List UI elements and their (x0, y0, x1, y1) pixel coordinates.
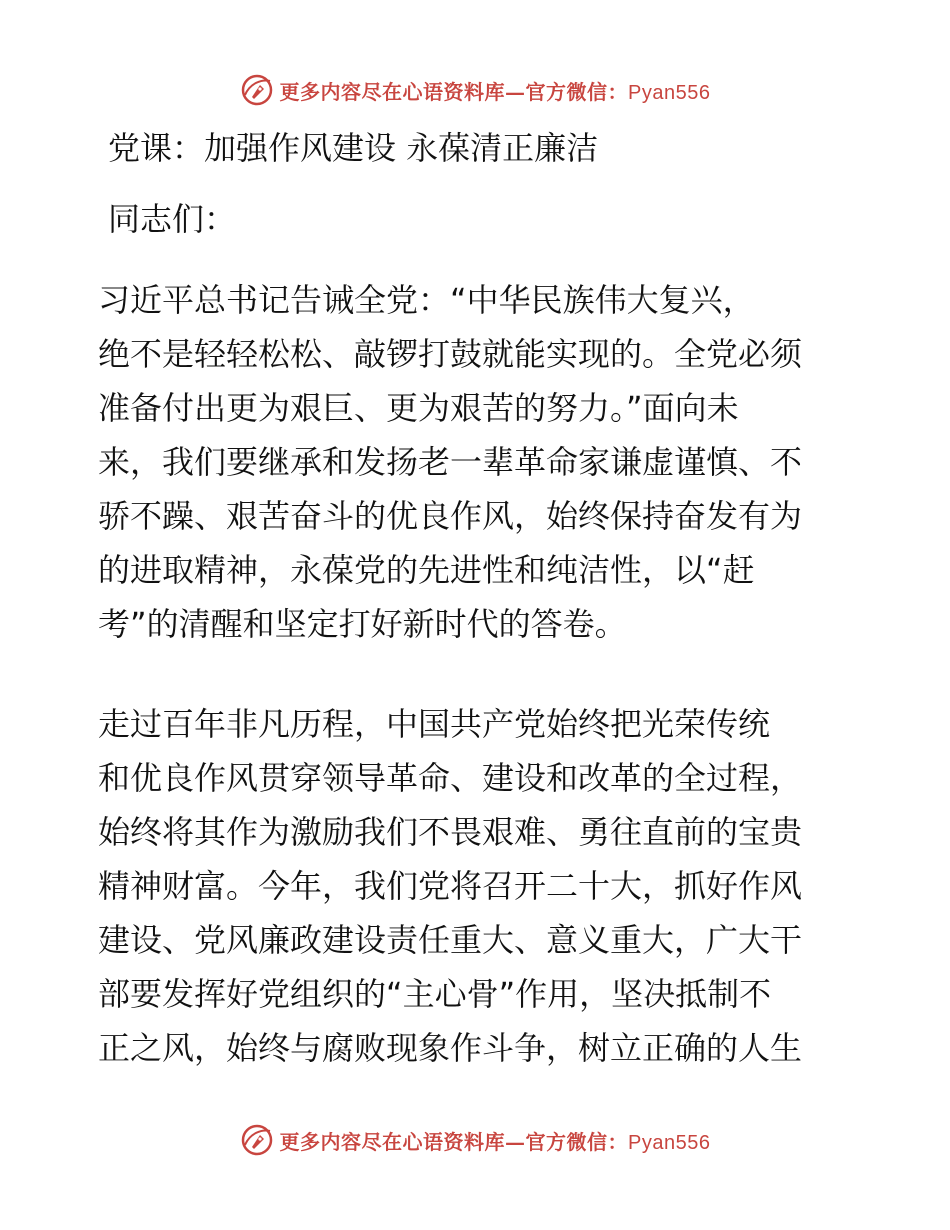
banner-content (240, 73, 711, 107)
banner-content (240, 1123, 711, 1157)
banner-text-cn: 更多内容尽在心语资料库—官方微信： (279, 1129, 629, 1154)
paragraph-line: 习近平总书记告诫全党：“中华民族伟大复兴， (98, 281, 755, 319)
paragraph-2 (98, 697, 858, 1075)
paragraph-line: 建设、党风廉政建设责任重大、意义重大，广大干 (98, 921, 803, 959)
paragraph-line: 绝不是轻轻松松、敲锣打鼓就能实现的。全党必须 (98, 335, 803, 373)
paragraph-line: 考”的清醒和坚定打好新时代的答卷。 (98, 605, 627, 643)
paragraph-line: 部要发挥好党组织的“主心骨”作用，坚决抵制不 (98, 975, 772, 1013)
salutation: 同志们： (108, 200, 237, 238)
banner-text-cn: 更多内容尽在心语资料库—官方微信： (279, 79, 629, 104)
document-title: 党课：加强作风建设 永葆清正廉洁 (108, 129, 599, 167)
banner-wechat-id: Pyan556 (628, 81, 711, 104)
banner-text (280, 1126, 711, 1155)
paragraph-line: 始终将其作为激励我们不畏艰难、勇往直前的宝贵 (98, 813, 803, 851)
paragraph-line: 走过百年非凡历程，中国共产党始终把光荣传统 (98, 705, 771, 743)
paragraph-line: 来，我们要继承和发扬老一辈革命家谦虚谨慎、不 (98, 443, 803, 481)
paragraph-line: 准备付出更为艰巨、更为艰苦的努力。”面向未 (98, 389, 739, 427)
paragraph-line: 精神财富。今年，我们党将召开二十大，抓好作风 (98, 867, 803, 905)
header-banner (0, 70, 950, 110)
paragraph-line: 的进取精神，永葆党的先进性和纯洁性，以“赶 (98, 551, 755, 589)
footer-banner (0, 1120, 950, 1160)
paragraph-line: 正之风，始终与腐败现象作斗争，树立正确的人生 (98, 1029, 803, 1067)
paragraph-line: 骄不躁、艰苦奋斗的优良作风，始终保持奋发有为 (98, 497, 803, 535)
banner-wechat-id: Pyan556 (628, 1131, 711, 1154)
paragraph-line: 和优良作风贯穿领导革命、建设和改革的全过程， (98, 759, 803, 797)
pen-nib-logo-icon (240, 73, 274, 107)
paragraph-1 (98, 273, 858, 651)
pen-nib-logo-icon (240, 1123, 274, 1157)
banner-text (280, 76, 711, 105)
